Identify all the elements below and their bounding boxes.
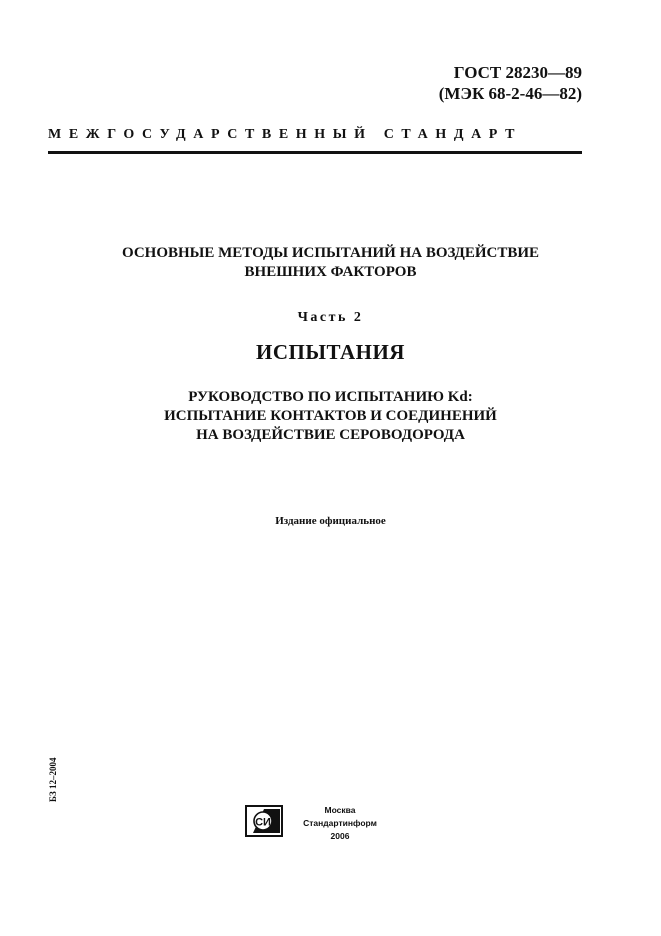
edition-label: Издание официальное xyxy=(275,515,386,527)
standard-number: ГОСТ 28230—89 xyxy=(453,63,582,82)
publisher-name: Стандартинформ xyxy=(303,818,377,828)
main-title-line-2: ВНЕШНИХ ФАКТОРОВ xyxy=(244,264,417,280)
publisher-city: Москва xyxy=(324,805,356,815)
logo-graphic xyxy=(247,807,281,835)
gost-code-block xyxy=(439,62,582,104)
side-code: БЗ 12–2004 xyxy=(48,757,58,802)
main-title-line-1: ОСНОВНЫЕ МЕТОДЫ ИСПЫТАНИЙ НА ВОЗДЕЙСТВИЕ xyxy=(121,245,540,261)
part-label: Часть 2 xyxy=(297,310,364,325)
publisher-block xyxy=(296,804,384,843)
header-rule xyxy=(48,151,582,154)
main-title xyxy=(0,244,661,282)
subtitle-line-3: НА ВОЗДЕЙСТВИЕ СЕРОВОДОРОДА xyxy=(196,427,465,443)
subtitle-line-2: ИСПЫТАНИЕ КОНТАКТОВ И СОЕДИНЕНИЙ xyxy=(164,408,497,424)
part-title: ИСПЫТАНИЯ xyxy=(256,340,405,364)
logo-text: СИ xyxy=(255,816,271,829)
subtitle-line-1: РУКОВОДСТВО ПО ИСПЫТАНИЮ Kd: xyxy=(188,389,473,405)
iec-number: (МЭК 68-2-46—82) xyxy=(438,84,582,103)
publisher-year: 2006 xyxy=(330,831,350,841)
standard-type: МЕЖГОСУДАРСТВЕННЫЙ СТАНДАРТ xyxy=(48,127,523,142)
subtitle xyxy=(0,388,661,445)
standartinform-logo-icon xyxy=(245,805,283,837)
